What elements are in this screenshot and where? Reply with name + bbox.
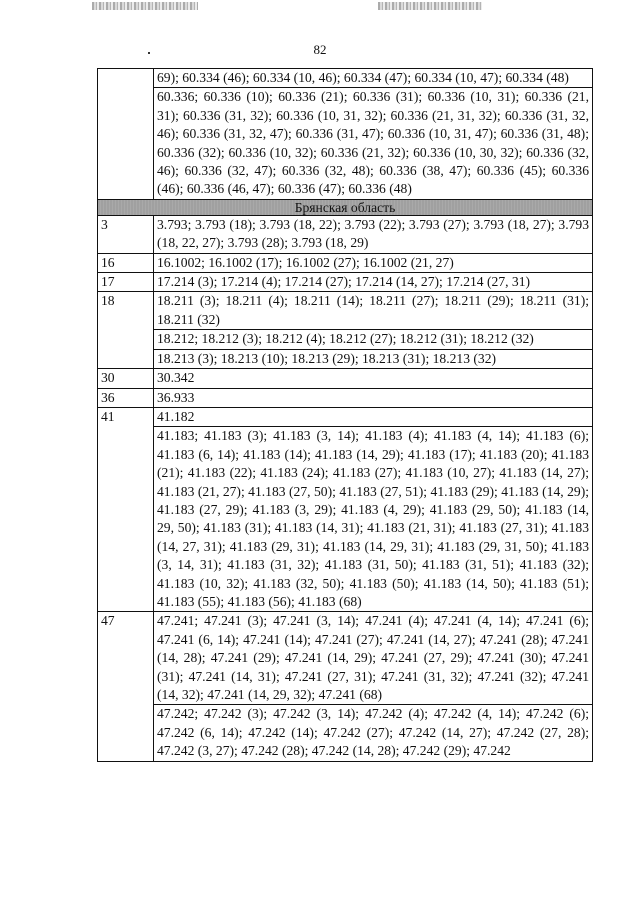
region-title: Брянская область [294,199,396,215]
table-row [98,388,593,407]
region-header-cell [98,199,593,215]
table-row [98,88,593,199]
table-row [98,612,593,705]
table-row [98,369,593,388]
section-code-cell [98,349,154,368]
codes-list-cell: 18.213 (3); 18.213 (10); 18.213 (29); 18.213 (31); 18.213 (32) [154,349,593,368]
codes-list-cell: 41.183; 41.183 (3); 41.183 (3, 14); 41.183 (4); 41.183 (4, 14); 41.183 (6); 41.183 (6, 14); 41.183 (14); 41.183 (14, 29); 41.183 (17); 41.183 (20); 41.183 (21); 41.183 (22); 41.183 (24); 41.183 (27); 41.183 (10, 27); 41.183 (14, 27); 41.183 (21, 27); 41.183 (27, 50); 41.183 (27, 51); 41.183 (29); 41.183 (14, 29); 41.183 (27, 29); 41.183 (3, 29); 41.183 (4, 29); 41.183 (29, 50); 41.183 (14, 29, 50); 41.183 (31); 41.183 (14, 31); 41.183 (21, 31); 41.183 (27, 31); 41.183 (14, 27, 31); 41.183 (29, 31); 41.183 (14, 29, 31); 41.183 (29, 31, 50); 41.183 (3, 14, 31); 41.183 (31, 32); 41.183 (31, 50); 41.183 (31, 51); 41.183 (32); 41.183 (10, 32); 41.183 (32, 50); 41.183 (50); 41.183 (14, 50); 41.183 (51); 41.183 (55); 41.183 (56); 41.183 (68) [154,427,593,612]
table-row [98,292,593,330]
section-code-cell [98,88,154,199]
section-code-cell [98,427,154,612]
table-row [98,427,593,612]
codes-list-cell: 18.212; 18.212 (3); 18.212 (4); 18.212 (27); 18.212 (31); 18.212 (32) [154,330,593,349]
section-code-cell: 47 [98,612,154,705]
table-row [98,349,593,368]
table-body [98,69,593,762]
section-code-cell [98,330,154,349]
codes-list-cell: 41.182 [154,407,593,426]
section-code-cell: 41 [98,407,154,426]
table-row [98,705,593,761]
classification-table [97,68,593,762]
section-code-cell: 18 [98,292,154,330]
codes-list-cell: 47.241; 47.241 (3); 47.241 (3, 14); 47.241 (4); 47.241 (4, 14); 47.241 (6); 47.241 (6, 14); 47.241 (14); 47.241 (27); 47.241 (14, 27); 47.241 (28); 47.241 (14, 28); 47.241 (29); 47.241 (14, 29); 47.241 (27, 29); 47.241 (30); 47.241 (31); 47.241 (14, 31); 47.241 (27, 31); 47.241 (31, 32); 47.241 (32); 47.241 (14, 32); 47.241 (14, 29, 32); 47.241 (68) [154,612,593,705]
table-row [98,215,593,253]
table-row [98,407,593,426]
region-header-row [98,199,593,215]
codes-list-cell: 69); 60.334 (46); 60.334 (10, 46); 60.334 (47); 60.334 (10, 47); 60.334 (48) [154,69,593,88]
codes-list-cell: 18.211 (3); 18.211 (4); 18.211 (14); 18.211 (27); 18.211 (29); 18.211 (31); 18.211 (32) [154,292,593,330]
codes-list-cell: 3.793; 3.793 (18); 3.793 (18, 22); 3.793 (22); 3.793 (27); 3.793 (18, 27); 3.793 (18, 22, 27); 3.793 (28); 3.793 (18, 29) [154,215,593,253]
section-code-cell [98,705,154,761]
section-code-cell: 3 [98,215,154,253]
table-row [98,330,593,349]
codes-list-cell: 36.933 [154,388,593,407]
page-number: 82 [313,42,327,57]
section-code-cell: 36 [98,388,154,407]
codes-list-cell: 17.214 (3); 17.214 (4); 17.214 (27); 17.214 (14, 27); 17.214 (27, 31) [154,273,593,292]
scan-artifact [92,2,198,10]
codes-list-cell: 47.242; 47.242 (3); 47.242 (3, 14); 47.242 (4); 47.242 (4, 14); 47.242 (6); 47.242 (6, 14); 47.242 (14); 47.242 (27); 47.242 (14, 27); 47.242 (27, 28); 47.242 (3, 27); 47.242 (28); 47.242 (14, 28); 47.242 (29); 47.242 [154,705,593,761]
section-code-cell [98,69,154,88]
section-code-cell: 16 [98,253,154,272]
table-row [98,273,593,292]
table-row [98,253,593,272]
scan-artifact [378,2,482,10]
codes-list-cell: 30.342 [154,369,593,388]
section-code-cell: 17 [98,273,154,292]
codes-list-cell: 16.1002; 16.1002 (17); 16.1002 (27); 16.1002 (21, 27) [154,253,593,272]
codes-list-cell: 60.336; 60.336 (10); 60.336 (21); 60.336 (31); 60.336 (10, 31); 60.336 (21, 31); 60.336 (31, 32); 60.336 (10, 31, 32); 60.336 (21, 31, 32); 60.336 (31, 32, 46); 60.336 (31, 32, 47); 60.336 (31, 47); 60.336 (10, 31, 47); 60.336 (31, 48); 60.336 (32); 60.336 (10, 32); 60.336 (21, 32); 60.336 (10, 30, 32); 60.336 (32, 46); 60.336 (32, 47); 60.336 (32, 48); 60.336 (38, 47); 60.336 (45); 60.336 (46); 60.336 (46, 47); 60.336 (47); 60.336 (48) [154,88,593,199]
table-row [98,69,593,88]
section-code-cell: 30 [98,369,154,388]
